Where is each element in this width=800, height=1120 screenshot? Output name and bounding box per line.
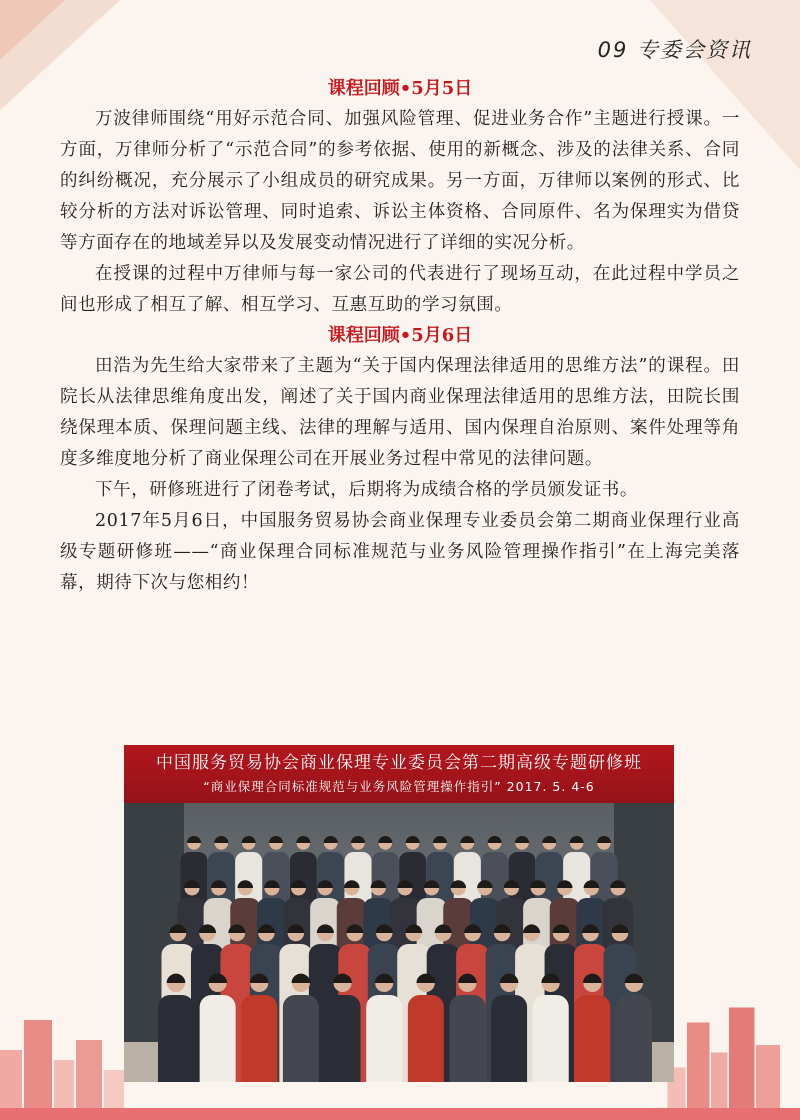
person-hair — [351, 836, 365, 843]
photo-banner — [124, 745, 674, 803]
person-body — [449, 995, 485, 1082]
paragraph: 2017年5月6日，中国服务贸易协会商业保理专业委员会第二期商业保理行业高级专题研修班——“商业保理合同标准规范与业务风险管理操作指引”在上海完美落幕，期待下次与您相约！ — [60, 511, 740, 593]
person-hair — [324, 836, 338, 843]
photo-banner-title: 中国服务贸易协会商业保理专业委员会第二期高级专题研修班 — [156, 753, 642, 773]
person-hair — [242, 836, 256, 843]
person-hair — [597, 836, 611, 843]
person-body — [241, 995, 277, 1082]
person-body — [616, 995, 652, 1082]
person-hair — [269, 836, 283, 843]
person-body — [366, 995, 402, 1082]
person-body — [158, 995, 194, 1082]
person-body — [283, 995, 319, 1082]
person-hair — [570, 836, 584, 843]
footer-bar — [0, 1108, 800, 1120]
paragraph: 在授课的过程中万律师与每一家公司的代表进行了现场互动，在此过程中学员之间也形成了相互了解、相互学习、互惠互助的学习氛围。 — [60, 264, 740, 315]
person-body — [325, 995, 361, 1082]
section-title-may6: 课程回顾•5月6日 — [327, 325, 473, 346]
person-body — [574, 995, 610, 1082]
page-header-label: 09 专委会资讯 — [597, 38, 752, 62]
person-hair — [488, 836, 502, 843]
person-hair — [187, 836, 201, 843]
group-photo — [124, 745, 674, 1082]
photo-crowd — [124, 803, 674, 1082]
section-title-may5: 课程回顾•5月5日 — [327, 78, 473, 99]
person-body — [408, 995, 444, 1082]
person-hair — [296, 836, 310, 843]
person-hair — [378, 836, 392, 843]
person-hair — [406, 836, 420, 843]
person-body — [200, 995, 236, 1082]
person-body — [491, 995, 527, 1082]
paragraph: 田浩为先生给大家带来了主题为“关于国内保理法律适用的思维方法”的课程。田院长从法律思维角度出发，阐述了关于国内商业保理法律适用的思维方法，田院长围绕保理本质、保理问题主线、法律的理解与适用、国内保理自治原则、案件处理等角度多维度地分析了商业保理公司在开展业务过程中常见的法律问题。 — [60, 356, 740, 469]
person-hair — [433, 836, 447, 843]
person-hair — [542, 836, 556, 843]
photo-scene — [124, 803, 674, 1082]
photo-banner-subtitle: “商业保理合同标准规范与业务风险管理操作指引” 2017. 5. 4-6 — [203, 779, 595, 794]
article-body — [60, 74, 740, 599]
paragraph: 万波律师围绕“用好示范合同、加强风险管理、促进业务合作”主题进行授课。一方面，万律师分析了“示范合同”的参考依据、使用的新概念、涉及的法律关系、合同的纠纷概况，充分展示了小组成员的研究成果。另一方面，万律师以案例的形式、比较分析的方法对诉讼管理、同时追索、诉讼主体资格、合同原件、名为保理实为借贷等方面存在的地域差异以及发展变动情况进行了详细的实况分析。 — [60, 109, 740, 253]
person-hair — [515, 836, 529, 843]
paragraph: 下午，研修班进行了闭卷考试，后期将为成绩合格的学员颁发证书。 — [95, 480, 638, 500]
corner-decoration-inner — [0, 0, 65, 60]
person-hair — [460, 836, 474, 843]
person-hair — [214, 836, 228, 843]
person-body — [533, 995, 569, 1082]
